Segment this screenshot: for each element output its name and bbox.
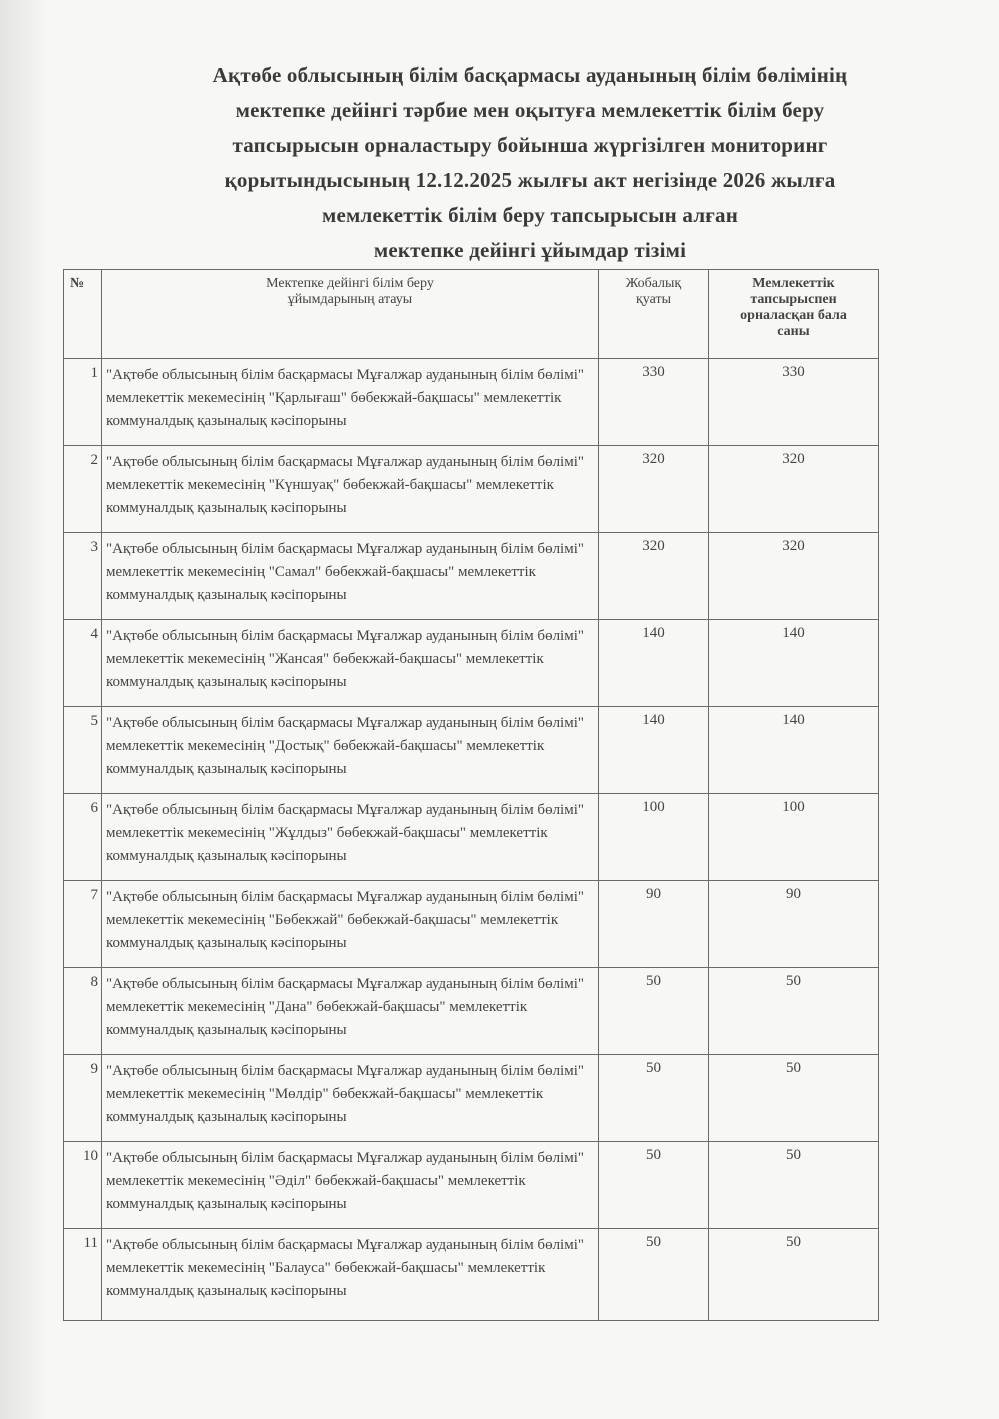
header-placed-line: орналасқан бала [740,308,847,323]
row-placed-children: 320 [709,446,879,533]
table-row [64,446,879,533]
row-number: 9 [64,1055,102,1142]
header-placed [709,270,879,359]
table-row [64,1229,879,1321]
table-row [64,359,879,446]
row-placed-children: 50 [709,1142,879,1229]
row-placed-children: 50 [709,1229,879,1321]
row-organization-name: "Ақтөбе облысының білім басқармасы Мұғалжар ауданының білім бөлімі" мемлекеттік мекемесінің "Жұлдыз" бөбекжай-бақшасы" мемлекеттік коммуналдық қазыналық кәсіпорыны [102,794,599,881]
row-number: 6 [64,794,102,881]
header-capacity-line: қуаты [636,292,671,307]
row-number: 1 [64,359,102,446]
row-capacity: 50 [599,1229,709,1321]
row-organization-name: "Ақтөбе облысының білім басқармасы Мұғалжар ауданының білім бөлімі" мемлекеттік мекемесінің "Әділ" бөбекжай-бақшасы" мемлекеттік коммуналдық қазыналық кәсіпорыны [102,1142,599,1229]
document-title [150,58,910,268]
row-organization-name: "Ақтөбе облысының білім басқармасы Мұғалжар ауданының білім бөлімі" мемлекеттік мекемесінің "Мөлдір" бөбекжай-бақшасы" мемлекеттік коммуналдық қазыналық кәсіпорыны [102,1055,599,1142]
row-number: 4 [64,620,102,707]
row-organization-name: "Ақтөбе облысының білім басқармасы Мұғалжар ауданының білім бөлімі" мемлекеттік мекемесінің "Балауса" бөбекжай-бақшасы" мемлекеттік коммуналдық қазыналық кәсіпорыны [102,1229,599,1321]
title-line: мектепке дейінгі ұйымдар тізімі [373,238,687,262]
title-line: Ақтөбе облысының білім басқармасы ауданының білім бөлімінің [212,63,848,87]
title-line: мектепке дейінгі тәрбие мен оқытуға мемлекеттік білім беру [235,98,825,122]
title-line: мемлекеттік білім беру тапсырысын алған [321,203,739,227]
organizations-table [63,269,879,1321]
row-organization-name: "Ақтөбе облысының білім басқармасы Мұғалжар ауданының білім бөлімі" мемлекеттік мекемесінің "Бөбекжай" бөбекжай-бақшасы" мемлекеттік коммуналдық қазыналық кәсіпорыны [102,881,599,968]
header-name-line: Мектепке дейінгі білім беру [266,276,434,291]
row-placed-children: 140 [709,620,879,707]
row-placed-children: 140 [709,707,879,794]
header-placed-line: тапсырыспен [750,292,837,307]
row-placed-children: 320 [709,533,879,620]
header-no: № [64,270,102,359]
table-row [64,620,879,707]
table-row [64,533,879,620]
row-capacity: 100 [599,794,709,881]
row-organization-name: "Ақтөбе облысының білім басқармасы Мұғалжар ауданының білім бөлімі" мемлекеттік мекемесінің "Жансая" бөбекжай-бақшасы" мемлекеттік коммуналдық қазыналық кәсіпорыны [102,620,599,707]
row-capacity: 330 [599,359,709,446]
row-number: 5 [64,707,102,794]
title-line: тапсырысын орналастыру бойынша жүргізілген мониторинг [232,133,828,157]
row-placed-children: 100 [709,794,879,881]
scan-left-edge [0,0,46,1419]
row-placed-children: 90 [709,881,879,968]
table-row [64,1142,879,1229]
row-number: 7 [64,881,102,968]
title-line: қорытындысының 12.12.2025 жылғы акт негізінде 2026 жылға [224,168,836,192]
row-number: 2 [64,446,102,533]
row-number: 3 [64,533,102,620]
header-name-line: ұйымдарының атауы [287,292,413,307]
table-header-row [64,270,879,359]
header-capacity [599,270,709,359]
row-organization-name: "Ақтөбе облысының білім басқармасы Мұғалжар ауданының білім бөлімі" мемлекеттік мекемесінің "Самал" бөбекжай-бақшасы" мемлекеттік коммуналдық қазыналық кәсіпорыны [102,533,599,620]
row-placed-children: 330 [709,359,879,446]
header-placed-line: Мемлекеттік [752,276,835,291]
row-capacity: 140 [599,620,709,707]
row-number: 10 [64,1142,102,1229]
table-row [64,794,879,881]
row-placed-children: 50 [709,968,879,1055]
row-number: 11 [64,1229,102,1321]
row-organization-name: "Ақтөбе облысының білім басқармасы Мұғалжар ауданының білім бөлімі" мемлекеттік мекемесінің "Дана" бөбекжай-бақшасы" мемлекеттік коммуналдық қазыналық кәсіпорыны [102,968,599,1055]
row-capacity: 140 [599,707,709,794]
row-capacity: 50 [599,968,709,1055]
table-row [64,968,879,1055]
row-organization-name: "Ақтөбе облысының білім басқармасы Мұғалжар ауданының білім бөлімі" мемлекеттік мекемесінің "Күншуақ" бөбекжай-бақшасы" мемлекеттік коммуналдық қазыналық кәсіпорыны [102,446,599,533]
row-capacity: 50 [599,1055,709,1142]
table-row [64,707,879,794]
table-row [64,881,879,968]
row-capacity: 90 [599,881,709,968]
row-capacity: 320 [599,446,709,533]
table-row [64,1055,879,1142]
header-capacity-line: Жобалық [625,276,682,291]
header-name [102,270,599,359]
row-organization-name: "Ақтөбе облысының білім басқармасы Мұғалжар ауданының білім бөлімі" мемлекеттік мекемесінің "Қарлығаш" бөбекжай-бақшасы" мемлекеттік коммуналдық қазыналық кәсіпорыны [102,359,599,446]
row-organization-name: "Ақтөбе облысының білім басқармасы Мұғалжар ауданының білім бөлімі" мемлекеттік мекемесінің "Достық" бөбекжай-бақшасы" мемлекеттік коммуналдық қазыналық кәсіпорыны [102,707,599,794]
row-capacity: 320 [599,533,709,620]
row-number: 8 [64,968,102,1055]
header-placed-line: саны [777,324,810,339]
row-placed-children: 50 [709,1055,879,1142]
row-capacity: 50 [599,1142,709,1229]
